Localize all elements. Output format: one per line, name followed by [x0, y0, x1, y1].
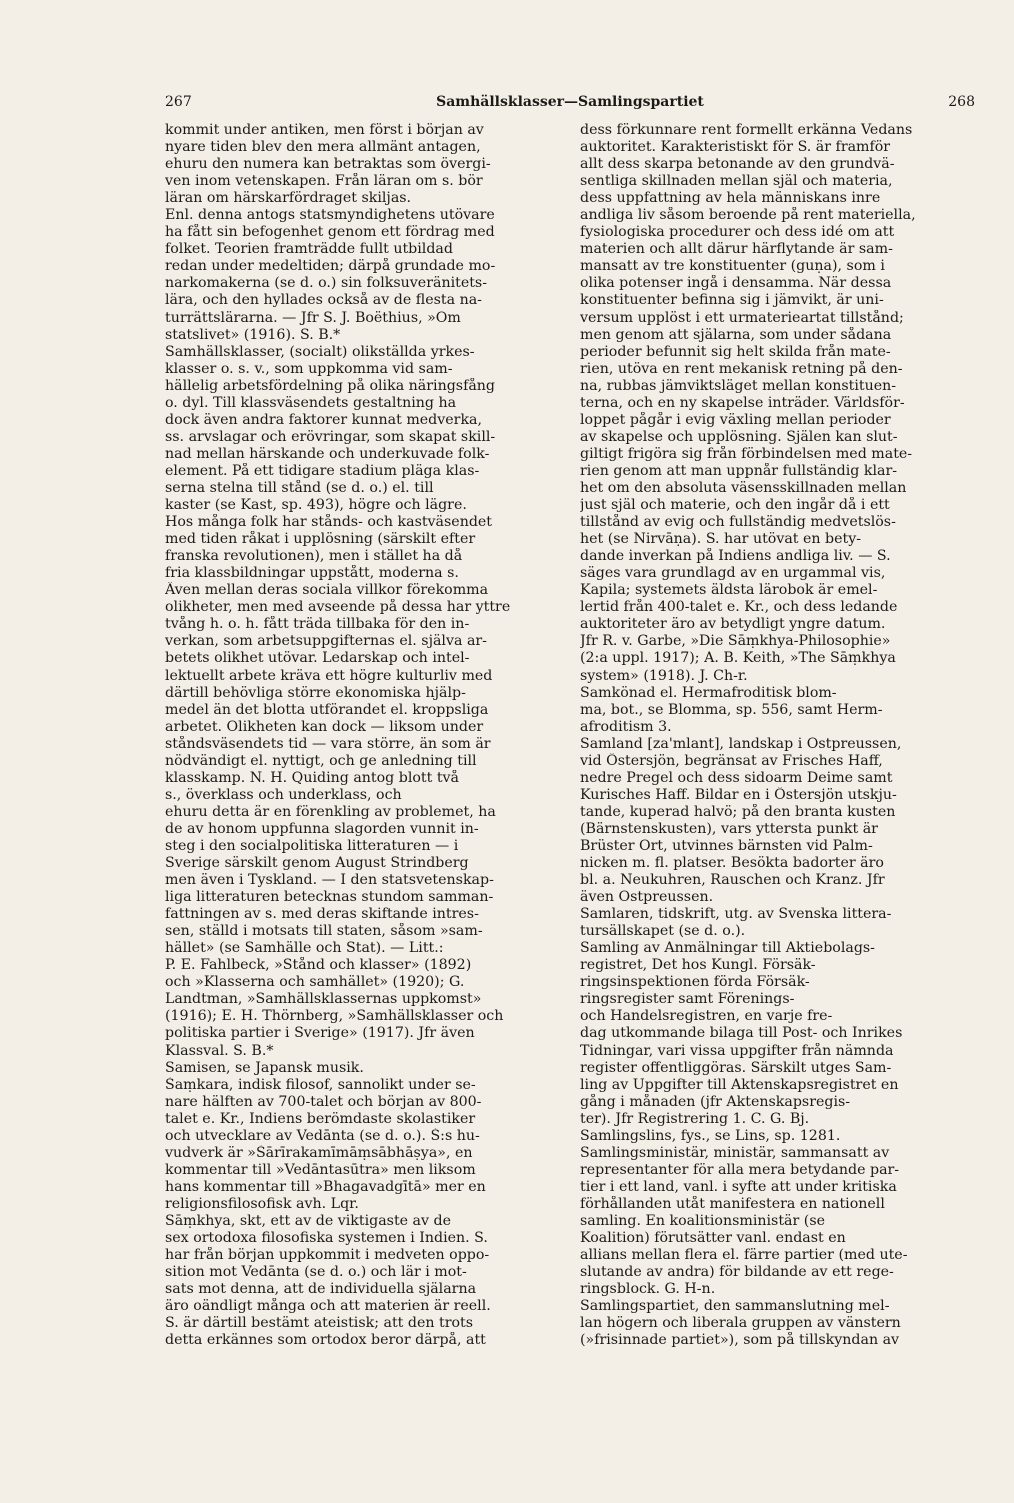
text-line: Samling av Anmälningar till Aktiebolags-: [580, 940, 875, 957]
text-line: rien, utöva en rent mekanisk retning på den-: [580, 360, 903, 377]
text-line: element. På ett tidigare stadium pläga klas-: [165, 462, 480, 479]
running-title: Samhällsklasser—Samlingspartiet: [436, 94, 704, 110]
text-line: läran om härskarfördraget skiljas.: [165, 190, 412, 207]
text-line: tande, kuperad halvö; på den branta kusten: [580, 803, 896, 820]
text-line: just själ och materie, och den ingår då i ett: [580, 497, 890, 514]
text-line: klasskamp. N. H. Quiding antog blott två: [165, 769, 460, 786]
text-line: religionsfilosofisk avh. Lqr.: [165, 1195, 359, 1212]
text-line: Tidningar, vari vissa uppgifter från nämnda: [580, 1042, 894, 1059]
text-line: het (se Nirvāṇa). S. har utövat en bety-: [580, 531, 862, 548]
text-line: o. dyl. Till klassväsendets gestaltning ha: [165, 394, 457, 411]
text-line: gång i månaden (jfr Aktenskapsregis-: [580, 1093, 851, 1110]
text-line: steg i den socialpolitiska litteraturen — i: [165, 837, 459, 854]
text-line: afroditism 3.: [580, 718, 672, 735]
text-line: allt dess skarpa betonande av den grundvä-: [580, 156, 895, 173]
text-line: Landtman, »Samhällsklassernas uppkomst»: [165, 991, 482, 1008]
text-line: ma, bot., se Blomma, sp. 556, samt Herm-: [580, 701, 883, 718]
text-line: dande inverkan på Indiens andliga liv. — S.: [580, 548, 891, 565]
text-line: säges vara grundlagd av en urgammal vis,: [580, 565, 886, 582]
text-line: politiska partier i Sverige» (1917). Jfr även: [165, 1025, 475, 1042]
text-line: hans kommentar till »Bhagavadgītā» mer en: [165, 1178, 486, 1195]
text-line: Även mellan deras sociala villkor förekomma: [165, 582, 489, 599]
text-line: men genom att själarna, som under sådana: [580, 326, 892, 343]
text-line: folket. Teorien framträdde fullt utbildad: [165, 241, 453, 258]
text-line: nad mellan härskande och underkuvade folk-: [165, 445, 490, 462]
text-line: ven inom vetenskapen. Från läran om s. bör: [165, 173, 483, 190]
text-line: Samlaren, tidskrift, utg. av Svenska littera-: [580, 906, 892, 923]
text-line: loppet pågår i evig växling mellan perioder: [580, 411, 891, 428]
text-line: statslivet» (1916). S. B.*: [165, 326, 341, 343]
text-line: ter). Jfr Registrering 1. C. G. Bj.: [580, 1110, 810, 1127]
text-line: talet e. Kr., Indiens berömdaste skolastiker: [165, 1110, 476, 1127]
text-line: serna stelna till stånd (se d. o.) el. till: [165, 479, 434, 496]
text-line: sition mot Vedānta (se d. o.) och lär i mot-: [165, 1264, 467, 1281]
text-line: (1916); E. H. Thörnberg, »Samhällsklasser och: [165, 1008, 504, 1025]
text-line: och »Klasserna och samhället» (1920); G.: [165, 974, 465, 991]
text-line: sen, ställd i motsats till staten, såsom »sam-: [165, 923, 483, 940]
text-line: lan högern och liberala gruppen av vänstern: [580, 1315, 901, 1332]
text-line: dess uppfattning av hela människans inre: [580, 190, 881, 207]
text-line: materien och allt därur härflytande är sam-: [580, 241, 893, 258]
text-line: dess förkunnare rent formellt erkänna Vedans: [580, 122, 913, 138]
text-line: Klassval. S. B.*: [165, 1042, 274, 1059]
text-line: lektuellt arbete kräva ett högre kulturliv med: [165, 667, 493, 684]
text-line: allians mellan flera el. färre partier (med ute-: [580, 1247, 908, 1264]
page-number-left: 267: [165, 94, 192, 110]
text-line: Brüster Ort, utvinnes bärnsten vid Palm-: [580, 837, 873, 854]
text-line: (2:a uppl. 1917); A. B. Keith, »The Sāṃkhya: [580, 650, 896, 667]
text-line: ehuru den numera kan betraktas som övergi-: [165, 156, 491, 173]
text-line: terna, och en ny skapelse inträder. Världsför-: [580, 394, 905, 411]
text-line: slutande av andra) för bildande av ett rege-: [580, 1264, 894, 1281]
text-line: (Bärnstenskusten), vars yttersta punkt är: [580, 820, 878, 837]
text-line: fysiologiska procedurer och dess idé om att: [580, 224, 895, 241]
text-line: Jfr R. v. Garbe, »Die Sāṃkhya-Philosophie»: [580, 633, 891, 650]
text-line: rien genom att man uppnår fullständig klar-: [580, 462, 898, 479]
text-line: liga litteraturen betecknas stundom samman-: [165, 889, 494, 906]
text-line: Samlingsministär, ministär, sammansatt av: [580, 1144, 890, 1161]
text-line: Koalition) förutsätter vanl. endast en: [580, 1230, 846, 1247]
text-line: na, rubbas jämviktsläget mellan konstituen-: [580, 377, 897, 394]
text-line: konstituenter befinna sig i jämvikt, är uni-: [580, 292, 884, 309]
text-line: samling. En koalitionsministär (se: [580, 1213, 825, 1229]
text-line: registret, Det hos Kungl. Försäk-: [580, 957, 816, 974]
text-line: P. E. Fahlbeck, »Stånd och klasser» (1892): [165, 957, 472, 974]
text-line: dag utkommande bilaga till Post- och Inrikes: [580, 1025, 903, 1042]
text-line: Hos många folk har stånds- och kastväsendet: [165, 514, 493, 531]
page-number-right: 268: [948, 94, 975, 110]
text-line: vid Östersjön, begränsat av Frisches Haff,: [580, 752, 883, 769]
text-line: tursällskapet (se d. o.).: [580, 923, 746, 940]
text-line: ss. arvslagar och erövringar, som skapat skill-: [165, 428, 496, 445]
text-line: förhållanden utåt manifestera en nationell: [580, 1195, 885, 1212]
text-line: Kapila; systemets äldsta lärobok är emel-: [580, 582, 878, 599]
text-line: S. är därtill bestämt ateistisk; att den trots: [165, 1315, 473, 1332]
text-line: därtill behövliga större ekonomiska hjälp-: [165, 684, 466, 701]
text-line: nyare tiden blev den mera allmänt antagen,: [165, 139, 481, 156]
text-line: het om den absoluta väsensskillnaden mellan: [580, 479, 907, 496]
text-line: kommit under antiken, men först i början av: [165, 122, 484, 138]
text-line: mansatt av tre konstituenter (guṇa), som i: [580, 258, 885, 275]
text-line: andliga liv såsom beroende på rent materiella,: [580, 207, 916, 224]
text-line: (»frisinnade partiet»), som på tillskyndan av: [580, 1332, 900, 1349]
text-line: vudverk är »Śārīrakamīmāṃsābhāṣya», en: [165, 1144, 473, 1161]
text-line: register offentliggöras. Särskilt utges Sam-: [580, 1059, 892, 1076]
text-line: tvång h. o. h. fått träda tillbaka för den in-: [165, 616, 470, 633]
text-line: även Ostpreussen.: [580, 889, 714, 906]
text-line: olikheter, men med avseende på dessa har yttre: [165, 599, 511, 616]
text-line: fria klassbildningar uppstått, moderna s.: [165, 565, 459, 582]
text-line: medel än det blotta utförandet el. kroppsliga: [165, 701, 489, 718]
text-line: Samisen, se Japansk musik.: [165, 1059, 364, 1076]
text-line: med tiden råkat i upplösning (särskilt efter: [165, 531, 476, 548]
page-header: [165, 94, 975, 116]
text-line: nödvändigt el. nyttigt, och ge anledning till: [165, 752, 477, 769]
text-line: verkan, som arbetsuppgifternas el. själva ar-: [165, 633, 487, 650]
text-line: lertid från 400-talet e. Kr., och dess ledande: [580, 599, 898, 616]
text-line: Sāṃkhya, skt, ett av de viktigaste av de: [165, 1213, 452, 1229]
text-line: narkomakerna (se d. o.) sin folksuveränitets-: [165, 275, 487, 292]
text-line: Kurisches Haff. Bildar en i Östersjön utskju-: [580, 786, 897, 803]
text-line: fattningen av s. med deras skiftande intres-: [165, 906, 479, 923]
text-line: klasser o. s. v., som uppkomma vid sam-: [165, 360, 453, 377]
text-line: Sverige särskilt genom August Strindberg: [165, 855, 469, 872]
text-line: Samkönad el. Hermafroditisk blom-: [580, 684, 837, 701]
text-line: ståndsväsendets tid — vara större, än som är: [165, 735, 491, 752]
text-line: hällelig arbetsfördelning på olika näringsfång: [165, 377, 496, 394]
text-line: auktoriteter äro av betydligt yngre datum.: [580, 616, 886, 633]
text-line: kommentar till »Vedāntasūtra» men liksom: [165, 1161, 476, 1178]
text-line: ling av Uppgifter till Aktenskapsregistret en: [580, 1076, 899, 1093]
text-line: Samhällsklasser, (socialt) olikställda yrkes-: [165, 343, 475, 360]
text-line: nedre Pregel och dess sidoarm Deime samt: [580, 769, 893, 786]
text-line: ringsregister samt Förenings-: [580, 991, 795, 1008]
text-line: turrättslärarna. — Jfr S. J. Boëthius, »Om: [165, 309, 461, 326]
text-line: de av honom uppfunna slagorden vunnit in-: [165, 820, 479, 837]
text-line: auktoritet. Karakteristiskt för S. är framför: [580, 139, 891, 156]
text-line: ringsblock. G. H-n.: [580, 1281, 716, 1298]
text-line: bl. a. Neukuhren, Rauschen och Kranz. Jfr: [580, 872, 885, 889]
text-line: perioder befunnit sig helt skilda från mate-: [580, 343, 891, 360]
text-line: olika potenser ingå i densamma. När dessa: [580, 275, 892, 292]
text-line: Enl. denna antogs statsmyndighetens utövare: [165, 207, 495, 224]
text-line: representanter för alla mera betydande par-: [580, 1161, 900, 1178]
text-line: arbetet. Olikheten kan dock — liksom under: [165, 718, 484, 735]
text-line: giltigt frigöra sig från förbindelsen med mate-: [580, 445, 913, 462]
text-line: ha fått sin befogenhet genom ett fördrag med: [165, 224, 495, 241]
text-line: kaster (se Kast, sp. 493), högre och lägre.: [165, 497, 467, 514]
text-line: system» (1918). J. Ch-r.: [580, 667, 748, 684]
text-line: hället» (se Samhälle och Stat). — Litt.:: [165, 940, 444, 957]
right-column: [580, 122, 975, 1462]
text-line: tillstånd av evig och fullständig medvetslös-: [580, 514, 896, 531]
text-line: Samland [za'mlant], landskap i Ostpreussen,: [580, 735, 902, 752]
left-column: [165, 122, 560, 1462]
text-line: nicken m. fl. platser. Besökta badorter äro: [580, 855, 884, 872]
text-line: detta erkännes som ortodox beror därpå, att: [165, 1332, 486, 1349]
text-line: ringsinspektionen förda Försäk-: [580, 974, 810, 991]
text-line: ehuru detta är en förenkling av problemet, ha: [165, 803, 496, 820]
text-line: Samlingslins, fys., se Lins, sp. 1281.: [580, 1127, 841, 1144]
text-line: Śaṃkara, indisk filosof, sannolikt under se-: [165, 1076, 476, 1093]
text-line: lära, och den hyllades också av de flesta na-: [165, 292, 482, 309]
text-line: och utvecklare av Vedānta (se d. o.). Ś:s hu-: [165, 1127, 480, 1144]
text-line: franska revolutionen), men i stället ha då: [165, 548, 463, 565]
text-line: Samlingspartiet, den sammanslutning mel-: [580, 1298, 890, 1315]
text-line: av skapelse och upplösning. Själen kan slut-: [580, 428, 898, 445]
text-line: sats mot denna, att de individuella själarna: [165, 1281, 477, 1298]
text-line: men även i Tyskland. — I den statsvetenskap-: [165, 872, 494, 889]
text-line: äro oändligt många och att materien är reell.: [165, 1298, 491, 1315]
text-line: versum upplöst i ett urmaterieartat tillstånd;: [580, 309, 904, 326]
text-line: s., överklass och underklass, och: [165, 786, 402, 803]
text-line: dock även andra faktorer kunnat medverka,: [165, 411, 483, 428]
text-line: sentliga skillnaden mellan själ och materia,: [580, 173, 893, 190]
text-line: och Handelsregistren, en varje fre-: [580, 1008, 833, 1025]
text-line: betets olikhet utövar. Ledarskap och intel-: [165, 650, 470, 667]
text-line: tier i ett land, vanl. i syfte att under kritiska: [580, 1178, 897, 1195]
text-line: redan under medeltiden; därpå grundade mo-: [165, 258, 496, 275]
text-line: sex ortodoxa filosofiska systemen i Indien. S.: [165, 1230, 488, 1247]
text-line: nare hälften av 700-talet och början av 800-: [165, 1093, 482, 1110]
text-line: har från början uppkommit i medveten oppo-: [165, 1247, 490, 1264]
